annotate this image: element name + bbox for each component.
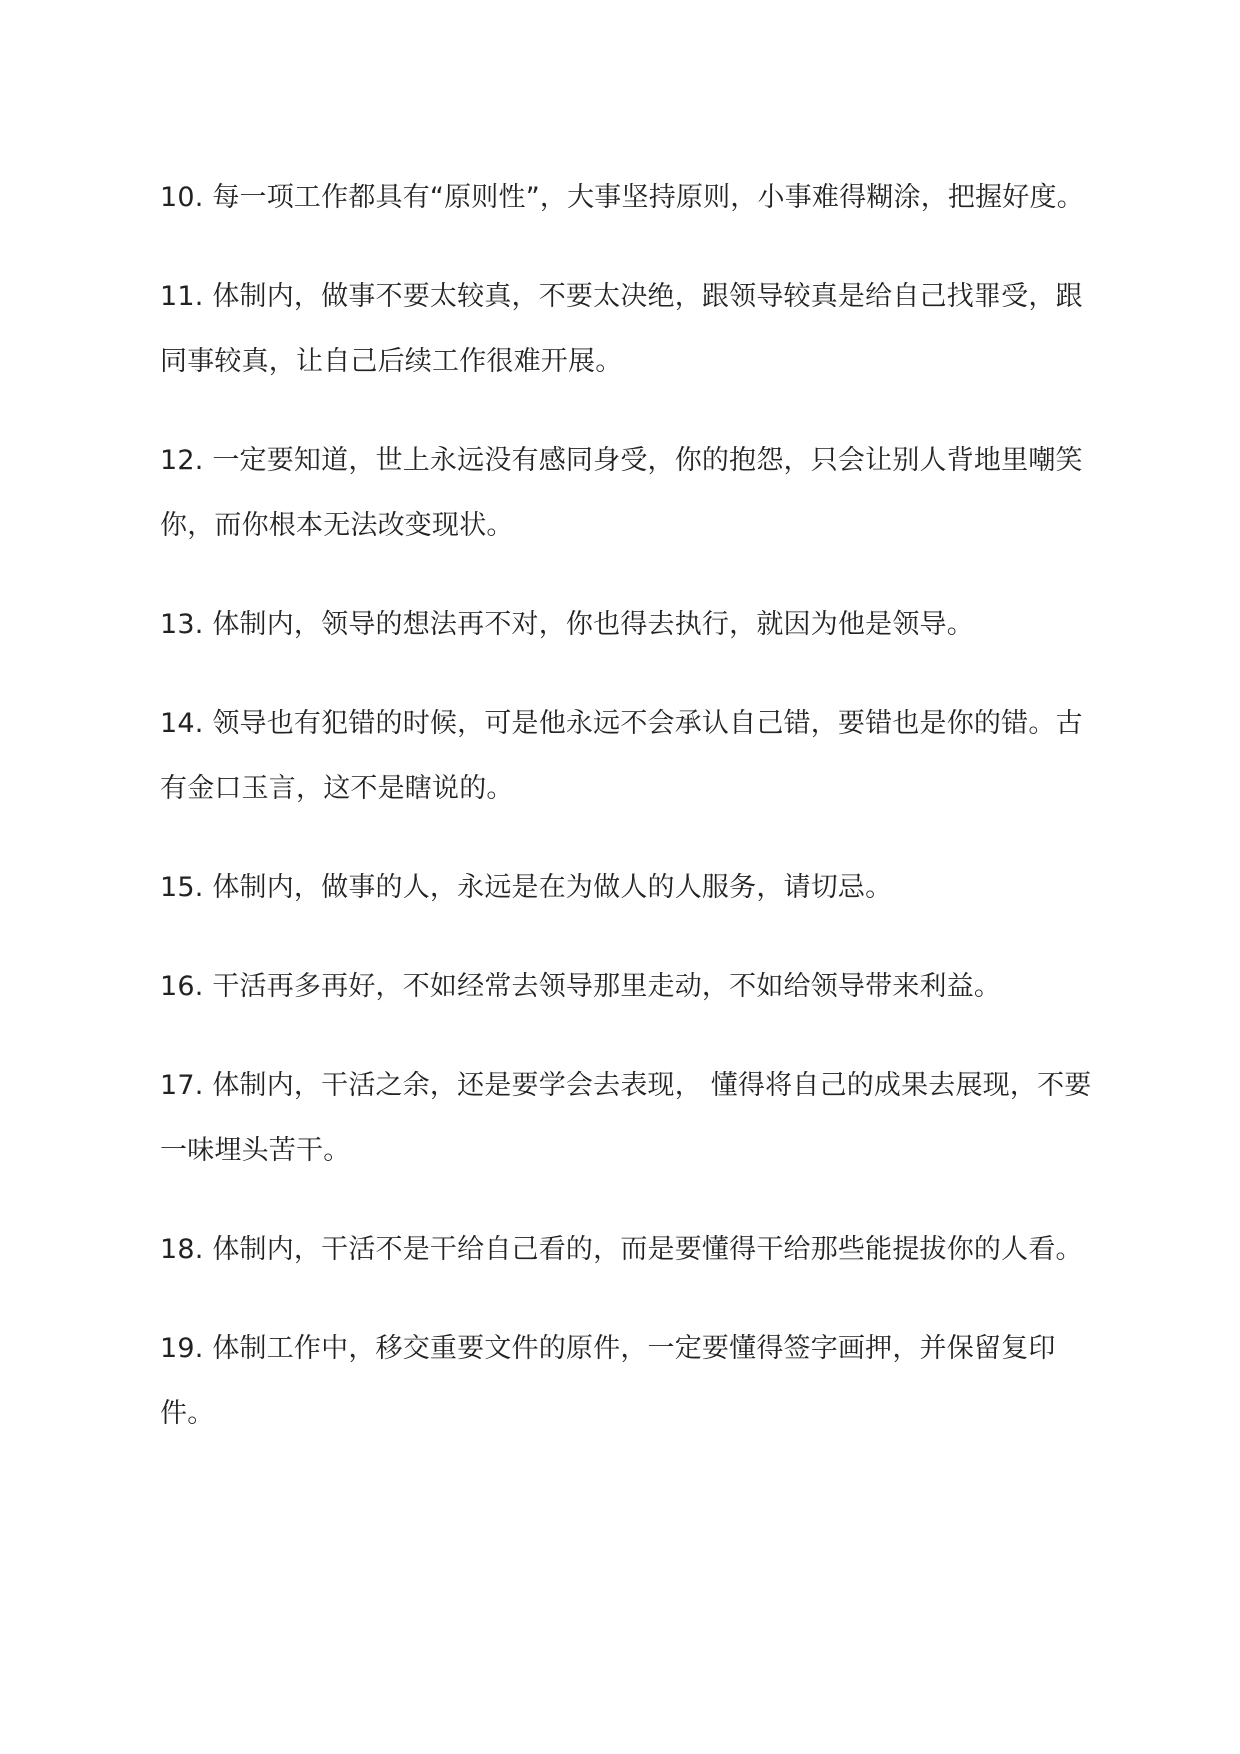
list-item: 13. 体制内，领导的想法再不对，你也得去执行，就因为他是领导。	[160, 609, 974, 640]
list-item: 10. 每一项工作都具有“原则性”，大事坚持原则，小事难得糊涂，把握好度。	[160, 182, 1084, 213]
list-item: 12. 一定要知道，世上永远没有感同身受，你的抱怨，只会让别人背地里嘲笑你，而你根本无法改变现状。	[160, 445, 1083, 541]
list-item: 15. 体制内，做事的人，永远是在为做人的人服务，请切忌。	[160, 872, 893, 903]
list-item: 11. 体制内，做事不要太较真，不要太决绝，跟领导较真是给自己找罪受，跟同事较真，让自己后续工作很难开展。	[160, 281, 1083, 377]
list-item: 18. 体制内，干活不是干给自己看的，而是要懂得干给那些能提拔你的人看。	[160, 1234, 1083, 1265]
list-item: 14. 领导也有犯错的时候，可是他永远不会承认自己错，要错也是你的错。古有金口玉言，这不是瞎说的。	[160, 708, 1083, 804]
numbered-list	[160, 165, 1095, 1480]
list-item: 17. 体制内，干活之余，还是要学会去表现， 懂得将自己的成果去展现，不要一味埋头苦干。	[160, 1070, 1092, 1166]
list-item: 16. 干活再多再好，不如经常去领导那里走动，不如给领导带来利益。	[160, 971, 1002, 1002]
list-item: 19. 体制工作中，移交重要文件的原件，一定要懂得签字画押，并保留复印件。	[160, 1333, 1056, 1429]
